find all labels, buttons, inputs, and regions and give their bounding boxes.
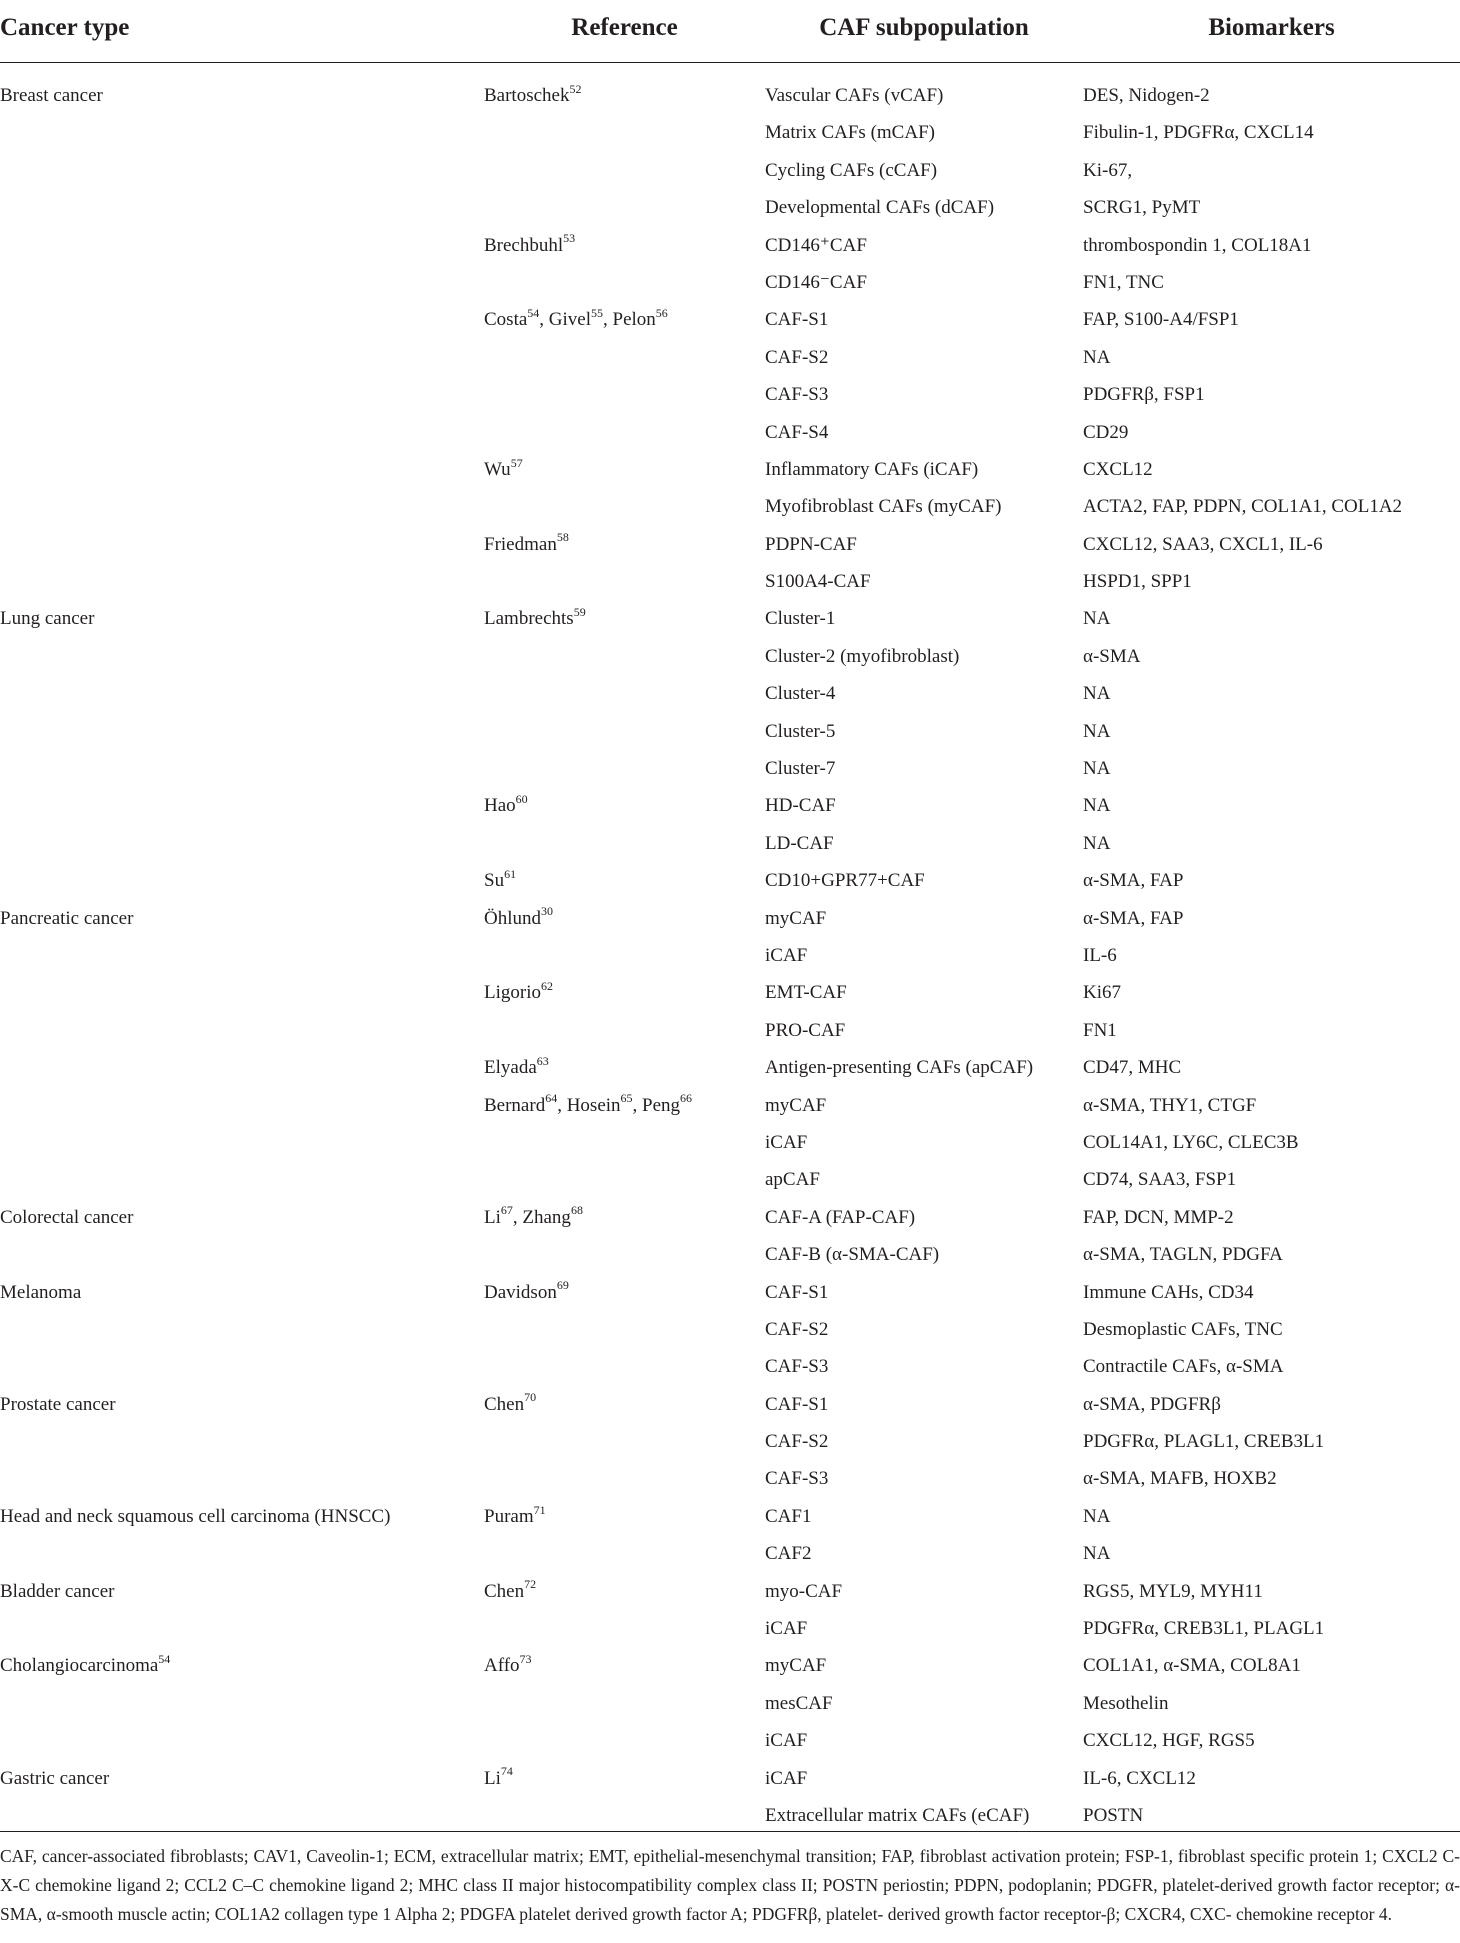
table-row (0, 1647, 1460, 1684)
reference-citation-number: 54 (527, 306, 540, 321)
cell-reference (484, 152, 765, 189)
cell-reference (484, 1124, 765, 1161)
cell-cancer-type (0, 974, 484, 1011)
cell-cancer-type (0, 1460, 484, 1497)
cell-cancer-type: Head and neck squamous cell carcinoma (HNSCC) (0, 1505, 391, 1527)
cell-caf-subpopulation: PRO-CAF (765, 1019, 846, 1041)
cell-cancer-type (0, 937, 484, 974)
table-row (0, 1124, 1460, 1161)
cell-biomarkers: Immune CAHs, CD34 (1083, 1281, 1254, 1303)
cell-reference (484, 1274, 765, 1311)
cell-biomarkers: DES, Nidogen-2 (1083, 85, 1210, 106)
cell-cancer-type (0, 1087, 484, 1124)
cell-cancer-type: Melanoma (0, 1281, 82, 1303)
table-row (0, 900, 1460, 937)
cell-caf-subpopulation: S100A4-CAF (765, 571, 871, 593)
cell-reference (484, 1722, 765, 1759)
table-row (0, 937, 1460, 974)
reference-author: Friedman (484, 533, 557, 555)
cell-cancer-type (0, 526, 484, 563)
reference-author: Elyada (484, 1057, 537, 1079)
cell-cancer-type (0, 1311, 484, 1348)
reference-citation-number: 55 (591, 306, 603, 321)
cell-biomarkers: COL14A1, LY6C, CLEC3B (1083, 1131, 1299, 1153)
reference-author: Affo (484, 1655, 520, 1677)
table-row (0, 1386, 1460, 1423)
cell-cancer-type (0, 563, 484, 600)
cell-caf-subpopulation: CAF-S1 (765, 1281, 829, 1303)
cell-reference (484, 600, 765, 637)
table-row (0, 825, 1460, 862)
table-row (0, 488, 1460, 525)
table-bottom-rule (0, 1831, 1460, 1832)
cell-biomarkers: IL-6, CXCL12 (1083, 1767, 1196, 1789)
table-footnote: CAF, cancer-associated fibroblasts; CAV1, Caveolin-1; ECM, extracellular matrix; EMT, epithelial-mesenchymal transition; FAP, fibroblast activation protein; FSP-1, fibroblast specific protein 1; CXCL2 C-X-C chemokine ligand 2; CCL2 C–C chemokine ligand 2; MHC class II major histocompatibility complex class II; POSTN periostin; PDPN, podoplanin; PDGFR, platelet-derived growth factor receptor; α-SMA, α-smooth muscle actin; COL1A2 collagen type 1 Alpha 2; PDGFA platelet derived growth factor A; PDGFRβ, platelet- derived growth factor receptor-β; CXCR4, CXC- chemokine receptor 4. (0, 1846, 1460, 1924)
cell-cancer-type (0, 189, 484, 226)
cell-caf-subpopulation: Myofibroblast CAFs (myCAF) (765, 496, 1002, 518)
table-row (0, 1760, 1460, 1797)
table-row (0, 264, 1460, 301)
cell-cancer-type (0, 1535, 484, 1572)
cell-biomarkers: NA (1083, 683, 1111, 705)
cell-reference (484, 451, 765, 488)
cell-cancer-type: Lung cancer (0, 608, 95, 630)
cell-cancer-type: Cholangiocarcinoma$^{54}$ (0, 1652, 171, 1677)
reference-citation-number: 72 (524, 1577, 537, 1592)
cell-cancer-type (0, 1124, 484, 1161)
cell-biomarkers: Mesothelin (1083, 1692, 1169, 1714)
cell-biomarkers: CXCL12 (1083, 458, 1153, 480)
cell-reference (484, 937, 765, 974)
cell-biomarkers: SCRG1, PyMT (1083, 197, 1201, 219)
cell-reference (484, 526, 765, 563)
cell-reference (484, 1760, 765, 1797)
reference-author: Ligorio (484, 982, 541, 1004)
table-body (0, 63, 1460, 1849)
cell-biomarkers: NA (1083, 346, 1111, 368)
cell-caf-subpopulation: myo-CAF (765, 1580, 843, 1602)
header-caf-subpopulation: CAF subpopulation (765, 0, 1083, 63)
reference-citation-number: 74 (500, 1764, 513, 1779)
cell-biomarkers: PDGFRα, PLAGL1, CREB3L1 (1083, 1431, 1325, 1453)
cell-biomarkers: Ki67 (1083, 982, 1121, 1004)
reference-citation-number: 67 (500, 1203, 513, 1218)
cell-caf-subpopulation: myCAF (765, 1094, 827, 1116)
cell-biomarkers: CXCL12, HGF, RGS5 (1083, 1730, 1255, 1752)
reference-citation-number: 61 (504, 866, 517, 881)
reference-citation-number: 65 (620, 1091, 633, 1106)
cell-caf-subpopulation: Inflammatory CAFs (iCAF) (765, 458, 979, 480)
cell-reference (484, 974, 765, 1011)
cell-cancer-type (0, 1161, 484, 1198)
table-row (0, 1573, 1460, 1610)
cell-cancer-type: Pancreatic cancer (0, 907, 134, 929)
reference-author: Brechbuhl (484, 234, 564, 256)
cell-cancer-type (0, 675, 484, 712)
reference-author: Chen (484, 1393, 525, 1415)
cell-reference (484, 900, 765, 937)
cell-biomarkers: COL1A1, α-SMA, COL8A1 (1083, 1655, 1301, 1677)
cell-biomarkers: α-SMA, FAP (1083, 870, 1184, 892)
reference-citation-number: 57 (510, 455, 523, 470)
table-row (0, 638, 1460, 675)
cell-cancer-type: Bladder cancer (0, 1580, 115, 1602)
cell-cancer-type (0, 227, 484, 264)
cell-reference (484, 1460, 765, 1497)
cell-biomarkers: FN1 (1083, 1019, 1117, 1041)
reference-citation-number: 63 (536, 1053, 549, 1068)
cell-reference (484, 1348, 765, 1385)
cell-caf-subpopulation: myCAF (765, 1655, 827, 1677)
cell-caf-subpopulation: iCAF (765, 1618, 808, 1640)
table-row (0, 414, 1460, 451)
reference-citation-number: 68 (570, 1203, 583, 1218)
cell-reference (484, 713, 765, 750)
cell-biomarkers: CXCL12, SAA3, CXCL1, IL-6 (1083, 533, 1323, 555)
cell-reference (484, 675, 765, 712)
cell-caf-subpopulation: Developmental CAFs (dCAF) (765, 197, 995, 219)
cell-caf-subpopulation: Antigen-presenting CAFs (apCAF) (765, 1057, 1034, 1079)
cell-biomarkers: NA (1083, 1543, 1111, 1565)
cell-cancer-type (0, 339, 484, 376)
reference-citation-number: 52 (569, 81, 582, 96)
reference-author: Lambrechts (484, 608, 574, 630)
reference-citation-number: 62 (541, 979, 553, 994)
cell-cancer-type (0, 414, 484, 451)
table-row (0, 63, 1460, 115)
cell-cancer-type (0, 1610, 484, 1647)
cell-caf-subpopulation: CAF2 (765, 1543, 812, 1565)
cell-cancer-type (0, 376, 484, 413)
cell-biomarkers: FN1, TNC (1083, 271, 1164, 293)
cell-cancer-type: Colorectal cancer (0, 1206, 134, 1228)
cell-biomarkers: ACTA2, FAP, PDPN, COL1A1, COL1A2 (1083, 496, 1403, 518)
table-row (0, 1423, 1460, 1460)
cell-reference (484, 63, 765, 115)
table-row (0, 1236, 1460, 1273)
cell-cancer-type (0, 1236, 484, 1273)
cell-reference (484, 1535, 765, 1572)
cell-cancer-type (0, 713, 484, 750)
cell-biomarkers: Ki-67, (1083, 159, 1133, 181)
cell-caf-subpopulation: iCAF (765, 1767, 808, 1789)
cell-cancer-type (0, 1012, 484, 1049)
cell-biomarkers: NA (1083, 832, 1111, 854)
cell-reference (484, 1161, 765, 1198)
cell-cancer-type (0, 1348, 484, 1385)
cell-caf-subpopulation: Matrix CAFs (mCAF) (765, 122, 935, 144)
cell-cancer-type (0, 638, 484, 675)
cell-caf-subpopulation: CD146⁺CAF (765, 234, 867, 256)
table-row (0, 1012, 1460, 1049)
reference-author: Bernard (484, 1094, 546, 1116)
cell-caf-subpopulation: PDPN-CAF (765, 533, 857, 555)
cell-caf-subpopulation: Cluster-2 (myofibroblast) (765, 645, 960, 667)
reference-author: Chen (484, 1580, 525, 1602)
table-row (0, 1460, 1460, 1497)
table-row (0, 1199, 1460, 1236)
reference-author: Su (484, 870, 505, 892)
table-row (0, 1274, 1460, 1311)
cell-reference (484, 638, 765, 675)
table-row (0, 862, 1460, 899)
cell-biomarkers: IL-6 (1083, 944, 1117, 966)
cell-caf-subpopulation: CAF-B (α-SMA-CAF) (765, 1244, 940, 1266)
cell-biomarkers: α-SMA, PDGFRβ (1083, 1393, 1221, 1415)
table-row (0, 563, 1460, 600)
reference-author: Peng (642, 1094, 681, 1116)
reference-citation-number: 60 (515, 792, 528, 807)
cell-caf-subpopulation: Cycling CAFs (cCAF) (765, 159, 938, 181)
cell-reference (484, 1498, 765, 1535)
reference-citation-number: 66 (680, 1091, 693, 1106)
cell-reference (484, 114, 765, 151)
cell-reference (484, 1012, 765, 1049)
table-row (0, 451, 1460, 488)
cell-reference (484, 1647, 765, 1684)
reference-author: Wu (484, 458, 511, 480)
reference-author: Costa (484, 309, 528, 331)
cell-biomarkers: HSPD1, SPP1 (1083, 571, 1192, 593)
reference-citation-number: 58 (556, 530, 569, 545)
cell-reference (484, 862, 765, 899)
cell-reference: Costa$^{54}$, Givel$^{55}$, Pelon$^{56}$ (484, 306, 668, 331)
table-row (0, 189, 1460, 226)
reference-author: Hosein (566, 1094, 621, 1116)
cell-caf-subpopulation: CAF-S3 (765, 384, 829, 406)
table-row (0, 1797, 1460, 1848)
table-row (0, 713, 1460, 750)
cell-reference (484, 787, 765, 824)
header-biomarkers: Biomarkers (1083, 0, 1460, 63)
cell-reference (484, 1311, 765, 1348)
table-row (0, 227, 1460, 264)
cell-reference: Bernard$^{64}$, Hosein$^{65}$, Peng$^{66}$ (484, 1091, 693, 1116)
cell-biomarkers: α-SMA (1083, 645, 1141, 667)
reference-citation-number: 70 (524, 1390, 537, 1405)
reference-citation-number: 71 (533, 1502, 546, 1517)
table-row (0, 787, 1460, 824)
cell-caf-subpopulation: iCAF (765, 944, 808, 966)
cell-caf-subpopulation: Cluster-7 (765, 758, 836, 780)
cell-biomarkers: PDGFRβ, FSP1 (1083, 384, 1205, 406)
cell-biomarkers: NA (1083, 1505, 1111, 1527)
cell-caf-subpopulation: EMT-CAF (765, 982, 847, 1004)
cell-cancer-type (0, 1685, 484, 1722)
cell-biomarkers: α-SMA, TAGLN, PDGFA (1083, 1244, 1283, 1266)
cell-biomarkers: Fibulin-1, PDGFRα, CXCL14 (1083, 122, 1314, 144)
cell-reference (484, 563, 765, 600)
cell-caf-subpopulation: CAF-S1 (765, 1393, 829, 1415)
cell-reference (484, 1610, 765, 1647)
table-row (0, 1498, 1460, 1535)
cell-caf-subpopulation: CAF-S4 (765, 421, 829, 443)
table-row (0, 152, 1460, 189)
cell-reference (484, 1236, 765, 1273)
cell-reference: Li$^{67}$, Zhang$^{68}$ (484, 1203, 583, 1228)
cell-biomarkers: Contractile CAFs, α-SMA (1083, 1356, 1284, 1378)
cell-cancer-type (0, 301, 484, 338)
cell-reference (484, 1573, 765, 1610)
table-header-row (0, 0, 1460, 63)
cell-biomarkers: NA (1083, 758, 1111, 780)
cell-caf-subpopulation: mesCAF (765, 1692, 833, 1714)
cell-cancer-type (0, 1049, 484, 1086)
table-row (0, 675, 1460, 712)
table-row (0, 1685, 1460, 1722)
cell-reference (484, 264, 765, 301)
cell-cancer-type (0, 1423, 484, 1460)
cell-cancer-type (0, 114, 484, 151)
reference-citation-number: 73 (519, 1652, 532, 1667)
cell-cancer-type (0, 152, 484, 189)
cell-reference (484, 825, 765, 862)
cell-biomarkers: Desmoplastic CAFs, TNC (1083, 1318, 1283, 1340)
cell-reference (484, 1386, 765, 1423)
cell-biomarkers: NA (1083, 608, 1111, 630)
table-row (0, 339, 1460, 376)
table-row (0, 750, 1460, 787)
cell-biomarkers: FAP, DCN, MMP-2 (1083, 1206, 1234, 1228)
table-row (0, 600, 1460, 637)
header-cancer-type: Cancer type (0, 0, 484, 63)
cell-cancer-type (0, 825, 484, 862)
header-reference: Reference (484, 0, 765, 63)
cell-biomarkers: RGS5, MYL9, MYH11 (1083, 1580, 1263, 1602)
table-row (0, 301, 1460, 338)
table-row (0, 114, 1460, 151)
reference-citation-number: 59 (573, 605, 586, 620)
cell-caf-subpopulation: Extracellular matrix CAFs (eCAF) (765, 1804, 1030, 1826)
cell-caf-subpopulation: CAF-S2 (765, 346, 829, 368)
reference-citation-number: 64 (545, 1091, 558, 1106)
reference-citation-number: 69 (556, 1278, 569, 1293)
cell-biomarkers: α-SMA, THY1, CTGF (1083, 1094, 1257, 1116)
reference-author: Zhang (522, 1206, 571, 1228)
cell-biomarkers: thrombospondin 1, COL18A1 (1083, 234, 1312, 256)
reference-citation-number: 30 (541, 904, 553, 919)
cell-cancer-type (0, 750, 484, 787)
cell-caf-subpopulation: myCAF (765, 907, 827, 929)
table-row (0, 1610, 1460, 1647)
cell-biomarkers: CD47, MHC (1083, 1057, 1182, 1079)
reference-author: Bartoschek (484, 85, 570, 106)
cell-caf-subpopulation: CAF-S3 (765, 1468, 829, 1490)
reference-author: Li (484, 1767, 501, 1789)
table-row (0, 1311, 1460, 1348)
cell-caf-subpopulation: CD146⁻CAF (765, 271, 867, 293)
cell-cancer-type: Prostate cancer (0, 1393, 116, 1415)
table-row (0, 1049, 1460, 1086)
cell-cancer-type (0, 488, 484, 525)
cell-cancer-type (0, 451, 484, 488)
cell-cancer-type (0, 264, 484, 301)
cell-reference (484, 1423, 765, 1460)
cell-cancer-type: Gastric cancer (0, 1767, 110, 1789)
cell-caf-subpopulation: iCAF (765, 1131, 808, 1153)
reference-citation-number: 53 (563, 231, 576, 246)
table-row (0, 526, 1460, 563)
cell-reference (484, 227, 765, 264)
table-row (0, 1535, 1460, 1572)
cell-reference (484, 1797, 765, 1848)
cell-reference (484, 414, 765, 451)
cell-caf-subpopulation: Vascular CAFs (vCAF) (765, 85, 944, 106)
cell-cancer-type (0, 787, 484, 824)
reference-author: Pelon (612, 309, 656, 331)
cell-caf-subpopulation: CAF-S2 (765, 1318, 829, 1340)
cell-reference (484, 376, 765, 413)
cell-reference (484, 750, 765, 787)
cell-caf-subpopulation: LD-CAF (765, 832, 834, 854)
cell-biomarkers: CD74, SAA3, FSP1 (1083, 1169, 1237, 1191)
cell-caf-subpopulation: CAF-S3 (765, 1356, 829, 1378)
cell-cancer-type (0, 862, 484, 899)
cell-biomarkers: α-SMA, FAP (1083, 907, 1184, 929)
cell-biomarkers: CD29 (1083, 421, 1129, 443)
table-row (0, 1722, 1460, 1759)
cell-caf-subpopulation: CD10+GPR77+CAF (765, 870, 925, 892)
reference-author: Öhlund (484, 907, 541, 929)
cell-caf-subpopulation: CAF-S2 (765, 1431, 829, 1453)
table-row (0, 1161, 1460, 1198)
cell-biomarkers: FAP, S100-A4/FSP1 (1083, 309, 1239, 331)
cell-caf-subpopulation: apCAF (765, 1169, 820, 1191)
cell-cancer-type (0, 1722, 484, 1759)
cell-caf-subpopulation: CAF-S1 (765, 309, 829, 331)
cell-caf-subpopulation: Cluster-5 (765, 720, 836, 742)
cell-caf-subpopulation: CAF1 (765, 1505, 812, 1527)
cell-cancer-type (0, 1797, 484, 1848)
cell-caf-subpopulation: HD-CAF (765, 795, 836, 817)
table-row (0, 1087, 1460, 1124)
cell-biomarkers: NA (1083, 720, 1111, 742)
table-row (0, 974, 1460, 1011)
cell-biomarkers: POSTN (1083, 1804, 1144, 1826)
table-row (0, 376, 1460, 413)
cell-reference (484, 1049, 765, 1086)
cell-reference (484, 1685, 765, 1722)
reference-author: Givel (548, 309, 591, 331)
cell-caf-subpopulation: Cluster-1 (765, 608, 836, 630)
cell-biomarkers: PDGFRα, CREB3L1, PLAGL1 (1083, 1618, 1325, 1640)
cell-cancer-type: Breast cancer (0, 85, 103, 106)
reference-author: Davidson (484, 1281, 557, 1303)
reference-author: Li (484, 1206, 501, 1228)
reference-author: Puram (484, 1505, 534, 1527)
cell-reference (484, 189, 765, 226)
cell-caf-subpopulation: CAF-A (FAP-CAF) (765, 1206, 916, 1228)
cell-biomarkers: α-SMA, MAFB, HOXB2 (1083, 1468, 1277, 1490)
cell-biomarkers: NA (1083, 795, 1111, 817)
cell-reference (484, 488, 765, 525)
cell-caf-subpopulation: Cluster-4 (765, 683, 836, 705)
cell-caf-subpopulation: iCAF (765, 1730, 808, 1752)
reference-citation-number: 56 (655, 306, 668, 321)
cell-reference (484, 339, 765, 376)
table-row (0, 1348, 1460, 1385)
reference-author: Hao (484, 795, 516, 817)
